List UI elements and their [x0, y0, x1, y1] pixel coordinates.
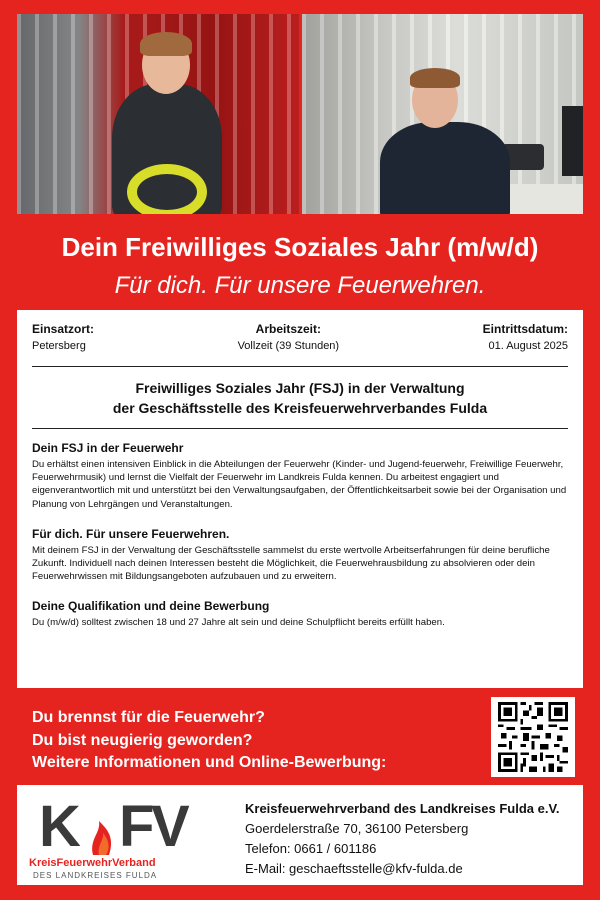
header-photos [17, 14, 583, 214]
office-worker-figure [380, 122, 510, 214]
logo-subtitle: DES LANDKREISES FULDA [33, 871, 158, 880]
logo-name: KreisFeuerwehrVerband [29, 857, 156, 869]
computer-monitor [562, 106, 584, 176]
section-fsj-title: Dein FSJ in der Feuerwehr [32, 441, 184, 455]
meta-eintrittsdatum-label: Eintrittsdatum: [482, 322, 568, 336]
contact-address: Goerdelerstraße 70, 36100 Petersberg [245, 821, 469, 836]
cta-line1: Du brennst für die Feuerwehr? [32, 709, 265, 726]
call-to-action [32, 707, 386, 775]
logo-letter-v: V [151, 794, 190, 859]
meta-arbeitszeit [238, 322, 340, 352]
flame-icon [87, 805, 117, 857]
kfv-logo [27, 791, 207, 881]
cta-line3: Weitere Informationen und Online-Bewerbung: [32, 754, 387, 771]
logo-letter-f: F [119, 794, 155, 859]
section-fuer-dich-title: Für dich. Für unsere Feuerwehren. [32, 526, 230, 541]
section-qualifikation-title: Deine Qualifikation und deine Bewerbung [32, 599, 270, 614]
meta-einsatzort-label: Einsatzort: [32, 322, 95, 336]
firefighter-hair [140, 32, 192, 56]
contact-organization: Kreisfeuerwehrverband des Landkreises Fulda e.V. [245, 801, 560, 816]
section-fuer-dich-text: Mit deinem FSJ in der Verwaltung der Geschäftsstelle sammelst du erste wertvolle Arbeitserfahrungen für deine berufliche Zukunft. Individuell nach deinen Interessen besteht die Möglichkeit, die Feuerwehrausbildung zu absolvieren oder dein Feuerwehrwissen mit Bildungsangeboten aufzubauen und zu erweitern. [32, 544, 550, 583]
section-qualifikation [32, 599, 568, 629]
contact-phone[interactable]: Telefon: 0661 / 601186 [245, 841, 377, 856]
logo-letter-k: K [39, 794, 79, 859]
page-title: Dein Freiwilliges Soziales Jahr (m/w/d) [61, 232, 539, 262]
job-meta-row [32, 322, 568, 352]
job-details-card [17, 310, 583, 688]
footer [17, 785, 583, 885]
divider-bottom [32, 428, 568, 429]
photo-firefighter [17, 14, 299, 214]
meta-arbeitszeit-label: Arbeitszeit: [255, 322, 321, 336]
fire-hose [127, 164, 207, 214]
meta-eintrittsdatum [483, 322, 568, 352]
section-fsj-text: Du erhältst einen intensiven Einblick in die Abteilungen der Feuerwehr (Kinder- und Jugend-feuerwehr, Freiwillige Feuerwehr, Feuerwehrmusik) und lernst die Vielfalt der Feuerwehr im Landkreis Fulda kennen. Du arbeitest engagiert und eigenverantwortlich mit und unterstützt bei den Verwaltungsaufgaben, der Öffentlichkeitsarbeit sowie bei der Organisation und Planung von Lehrgängen und Veranstaltungen. [32, 459, 567, 510]
position-title-line1: Freiwilliges Soziales Jahr (FSJ) in der Verwaltung [135, 380, 465, 396]
contact-email[interactable]: E-Mail: geschaeftsstelle@kfv-fulda.de [245, 861, 463, 876]
meta-einsatzort-value: Petersberg [32, 340, 86, 352]
page-subtitle: Für dich. Für unsere Feuerwehren. [114, 272, 486, 299]
section-qualifikation-text: Du (m/w/d) solltest zwischen 18 und 27 Jahre alt sein und deine Schulpflicht bereits erfüllt haben. [32, 617, 445, 629]
meta-arbeitszeit-value: Vollzeit (39 Stunden) [237, 340, 340, 352]
position-title [32, 367, 568, 428]
contact-block [245, 799, 560, 879]
meta-einsatzort [32, 322, 94, 352]
meta-eintrittsdatum-value: 01. August 2025 [488, 340, 568, 352]
qr-code-icon [496, 702, 570, 772]
position-title-line2: der Geschäftsstelle des Kreisfeuerwehrverbandes Fulda [112, 400, 488, 416]
section-fsj [32, 441, 568, 511]
photo-office-worker [302, 14, 584, 214]
cta-line2: Du bist neugierig geworden? [32, 731, 253, 749]
office-worker-hair [410, 68, 460, 88]
qr-code[interactable] [491, 697, 575, 777]
section-fuer-dich [32, 527, 568, 584]
